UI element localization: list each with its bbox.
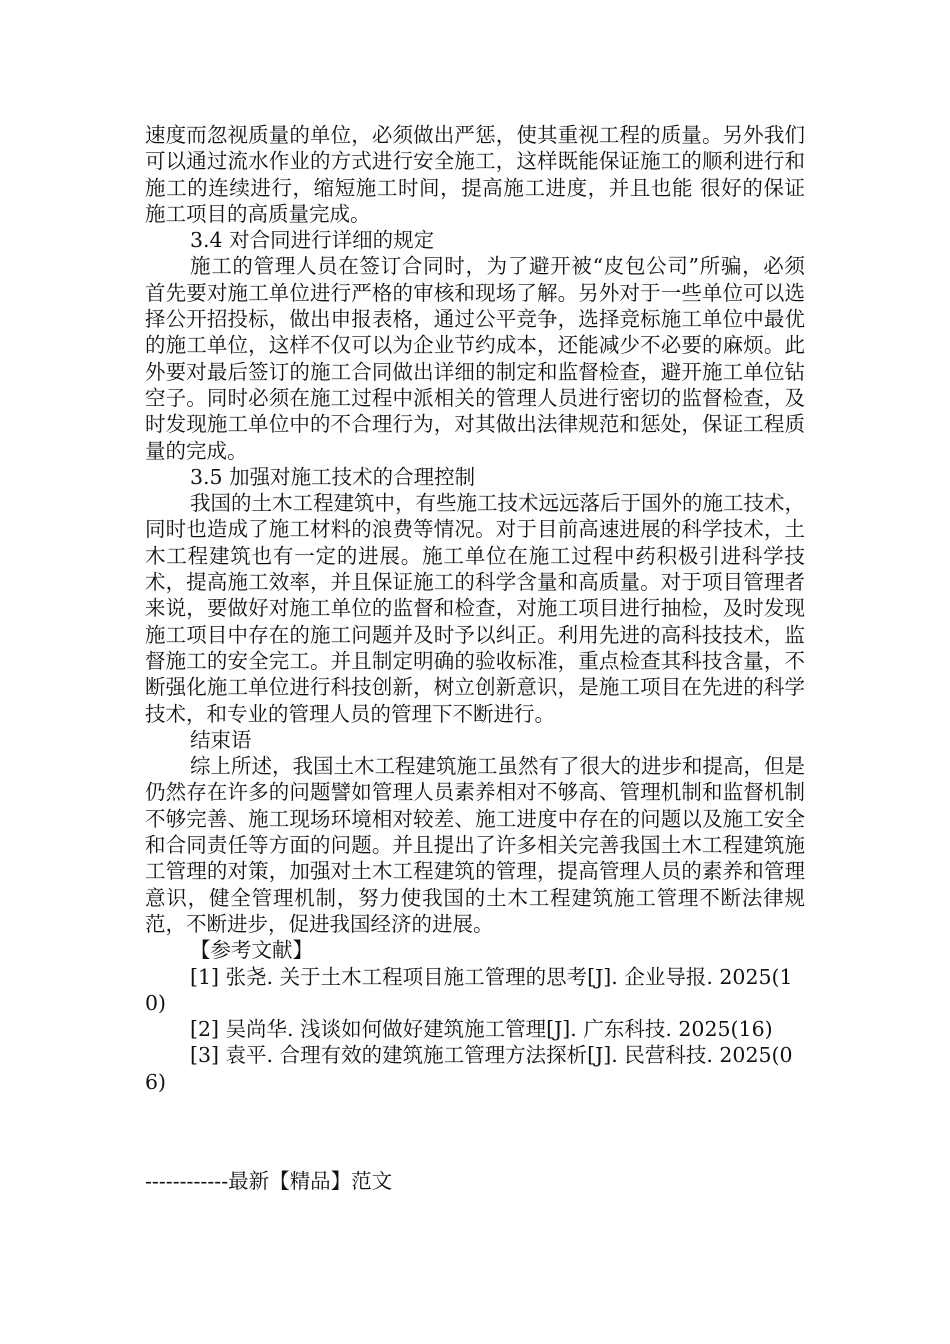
section-heading-conclusion: 结束语 xyxy=(190,727,252,752)
reference-item-2: [2] 吴尚华. 浅谈如何做好建筑施工管理[J]. 广东科技. 2025(16) xyxy=(190,1017,773,1042)
paragraph-3-5: 我国的土木工程建筑中，有些施工技术远远落后于国外的施工技术，同时也造成了施工材料的浪费等情况。对于目前高速进展的科学技术，土木工程建筑也有一定的进展。施工单位在施工过程中药积极引进科学技术，提高施工效率，并且保证施工的科学含量和高质量。对于项目管理者来说，要做好对施工单位的监督和检查，对施工项目进行抽检，及时发现施工项目中存在的施工问题并及时予以纠正。利用先进的高科技技术，监督施工的安全完工。并且制定明确的验收标准，重点检查其科技含量，不断强化施工单位进行科技创新，树立创新意识，是施工项目在先进的科学技术，和专业的管理人员的管理下不断进行。 xyxy=(145,491,805,726)
paragraph-continuation: 速度而忽视质量的单位，必须做出严惩，使其重视工程的质量。另外我们可以通过流水作业的方式进行安全施工，这样既能保证施工的顺利进行和施工的连续进行，缩短施工时间，提高施工进度，并且也能 很好的保证施工项目的高质量完成。 xyxy=(145,123,805,226)
paragraph-conclusion: 综上所述，我国土木工程建筑施工虽然有了很大的进步和提高，但是仍然存在许多的问题譬如管理人员素养相对不够高、管理机制和监督机制不够完善、施工现场环境相对较差、施工进度中存在的问题以及施工安全和合同责任等方面的问题。并且提出了许多相关完善我国土木工程建筑施工管理的对策，加强对土木工程建筑的管理，提高管理人员的素养和管理意识，健全管理机制，努力使我国的土木工程建筑施工管理不断法律规范，不断进步，促进我国经济的进展。 xyxy=(145,754,805,936)
reference-item-1: [1] 张尧. 关于土木工程项目施工管理的思考[J]. 企业导报. 2025(10) xyxy=(145,964,793,1015)
reference-item-3: [3] 袁平. 合理有效的建筑施工管理方法探析[J]. 民营科技. 2025(06) xyxy=(145,1043,793,1094)
paragraph-3-4: 施工的管理人员在签订合同时，为了避开被“皮包公司”所骗，必须首先要对施工单位进行严格的审核和现场了解。另外对于一些单位可以选择公开招投标，做出申报表格，通过公平竞争，选择竞标施工单位中最优的施工单位，这样不仅可以为企业节约成本，还能减少不必要的麻烦。此外要对最后签订的施工合同做出详细的制定和监督检查，避开施工单位钻空子。同时必须在施工过程中派相关的管理人员进行密切的监督检查，及时发现施工单位中的不合理行为，对其做出法律规范和惩处，保证工程质量的完成。 xyxy=(145,254,805,463)
section-heading-3-5: 3.5 加强对施工技术的合理控制 xyxy=(190,464,476,489)
footer-text: ------------最新【精品】范文 xyxy=(145,1169,393,1193)
document-page xyxy=(145,122,805,1095)
section-heading-references: 【参考文献】 xyxy=(190,938,313,963)
section-heading-3-4: 3.4 对合同进行详细的规定 xyxy=(190,228,435,253)
